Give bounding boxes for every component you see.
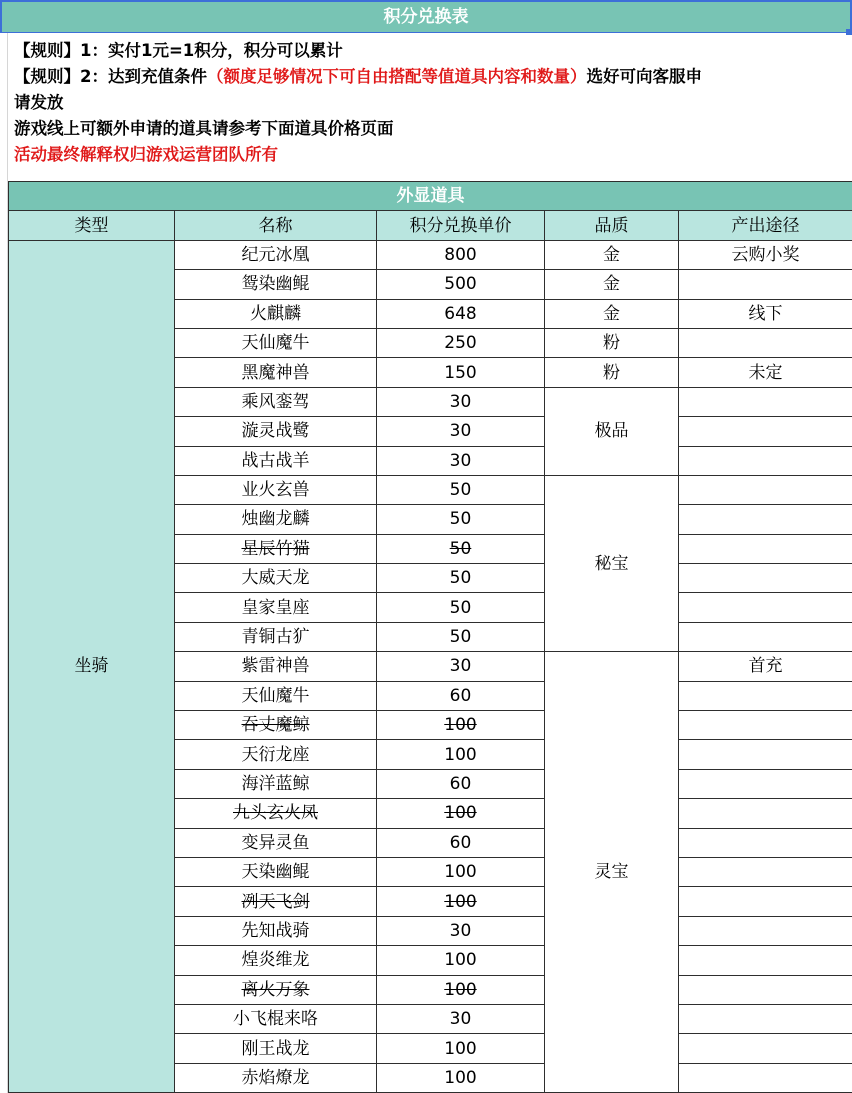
- source-cell[interactable]: [679, 446, 852, 475]
- item-name-cell[interactable]: 离火万象: [175, 975, 377, 1004]
- source-cell[interactable]: [679, 975, 852, 1004]
- rule-text: 【规则】1：实付1元=1积分，积分可以累计: [14, 41, 343, 60]
- column-header[interactable]: 类型: [9, 211, 175, 240]
- item-price-cell[interactable]: 50: [377, 534, 545, 563]
- quality-cell[interactable]: 灵宝: [545, 652, 679, 1093]
- item-price-cell[interactable]: 50: [377, 505, 545, 534]
- source-cell[interactable]: [679, 857, 852, 886]
- table-row: [9, 240, 852, 269]
- quality-cell[interactable]: 粉: [545, 328, 679, 357]
- source-cell[interactable]: [679, 1034, 852, 1063]
- item-name-cell[interactable]: 皇家皇座: [175, 593, 377, 622]
- column-header[interactable]: 品质: [545, 211, 679, 240]
- item-price-cell[interactable]: 30: [377, 387, 545, 416]
- item-name-cell[interactable]: 天仙魔牛: [175, 328, 377, 357]
- item-name-cell[interactable]: 青铜古犷: [175, 622, 377, 651]
- category-cell[interactable]: 坐骑: [9, 240, 175, 1092]
- item-name-cell[interactable]: 先知战骑: [175, 916, 377, 945]
- item-name-cell[interactable]: 烛幽龙麟: [175, 505, 377, 534]
- item-name-cell[interactable]: 吞丈魔鲸: [175, 711, 377, 740]
- item-price-cell[interactable]: 100: [377, 1034, 545, 1063]
- item-price-cell[interactable]: 30: [377, 446, 545, 475]
- source-cell[interactable]: [679, 1063, 852, 1092]
- item-name-cell[interactable]: 鸳染幽鲲: [175, 270, 377, 299]
- item-price-cell[interactable]: 800: [377, 240, 545, 269]
- source-cell[interactable]: 云购小奖: [679, 240, 852, 269]
- item-price-cell[interactable]: 250: [377, 328, 545, 357]
- quality-cell[interactable]: 金: [545, 270, 679, 299]
- quality-cell[interactable]: 粉: [545, 358, 679, 387]
- source-cell[interactable]: [679, 828, 852, 857]
- item-price-cell[interactable]: 60: [377, 828, 545, 857]
- source-cell[interactable]: [679, 887, 852, 916]
- rule-highlight-text: 活动最终解释权归游戏运营团队所有: [14, 145, 278, 164]
- quality-cell[interactable]: 金: [545, 240, 679, 269]
- item-price-cell[interactable]: 100: [377, 887, 545, 916]
- source-cell[interactable]: [679, 534, 852, 563]
- item-price-cell[interactable]: 150: [377, 358, 545, 387]
- source-cell[interactable]: [679, 946, 852, 975]
- item-price-cell[interactable]: 30: [377, 1004, 545, 1033]
- item-name-cell[interactable]: 天染幽鲲: [175, 857, 377, 886]
- source-cell[interactable]: 未定: [679, 358, 852, 387]
- rules-block: [14, 38, 850, 168]
- item-price-cell[interactable]: 30: [377, 916, 545, 945]
- item-price-cell[interactable]: 100: [377, 975, 545, 1004]
- source-cell[interactable]: [679, 475, 852, 504]
- source-cell[interactable]: [679, 1004, 852, 1033]
- item-price-cell[interactable]: 100: [377, 799, 545, 828]
- item-price-cell[interactable]: 100: [377, 857, 545, 886]
- quality-cell[interactable]: 金: [545, 299, 679, 328]
- rule-text: 选好可向客服申: [586, 67, 702, 86]
- item-name-cell[interactable]: 大威天龙: [175, 564, 377, 593]
- item-price-cell[interactable]: 50: [377, 593, 545, 622]
- source-cell[interactable]: [679, 740, 852, 769]
- item-price-cell[interactable]: 60: [377, 681, 545, 710]
- item-name-cell[interactable]: 纪元冰凰: [175, 240, 377, 269]
- item-price-cell[interactable]: 60: [377, 769, 545, 798]
- quality-cell[interactable]: 秘宝: [545, 475, 679, 651]
- item-name-cell[interactable]: 战古战羊: [175, 446, 377, 475]
- rule-line: [14, 142, 850, 168]
- item-price-cell[interactable]: 50: [377, 475, 545, 504]
- item-name-cell[interactable]: 星辰竹猫: [175, 534, 377, 563]
- source-cell[interactable]: [679, 270, 852, 299]
- source-cell[interactable]: [679, 593, 852, 622]
- source-cell[interactable]: [679, 799, 852, 828]
- source-cell[interactable]: [679, 711, 852, 740]
- source-cell[interactable]: 线下: [679, 299, 852, 328]
- item-name-cell[interactable]: 九头玄火凤: [175, 799, 377, 828]
- source-cell[interactable]: [679, 681, 852, 710]
- item-name-cell[interactable]: 海洋蓝鲸: [175, 769, 377, 798]
- item-price-cell[interactable]: 100: [377, 711, 545, 740]
- rule-line: [14, 116, 850, 142]
- item-name-cell[interactable]: 漩灵战鹭: [175, 417, 377, 446]
- exchange-table: [8, 181, 852, 1093]
- item-price-cell[interactable]: 50: [377, 622, 545, 651]
- item-price-cell[interactable]: 30: [377, 652, 545, 681]
- item-price-cell[interactable]: 100: [377, 946, 545, 975]
- section-row: [9, 182, 852, 211]
- source-cell[interactable]: [679, 417, 852, 446]
- rule-line: [14, 90, 850, 116]
- rule-line: [14, 38, 850, 64]
- column-header[interactable]: 产出途径: [679, 211, 852, 240]
- item-name-cell[interactable]: 业火玄兽: [175, 475, 377, 504]
- item-name-cell[interactable]: 天衍龙座: [175, 740, 377, 769]
- column-header[interactable]: 名称: [175, 211, 377, 240]
- item-name-cell[interactable]: 煌炎维龙: [175, 946, 377, 975]
- source-cell[interactable]: [679, 622, 852, 651]
- item-name-cell[interactable]: 赤焰燎龙: [175, 1063, 377, 1092]
- rule-text: 请发放: [14, 93, 64, 112]
- header-row: [9, 211, 852, 240]
- rule-line: [14, 64, 850, 90]
- item-name-cell[interactable]: 乘风銮驾: [175, 387, 377, 416]
- sheet-title-cell[interactable]: [0, 0, 852, 33]
- item-name-cell[interactable]: 小飞棍来咯: [175, 1004, 377, 1033]
- rule-text: 游戏线上可额外申请的道具请参考下面道具价格页面: [14, 119, 394, 138]
- item-price-cell[interactable]: 100: [377, 740, 545, 769]
- source-cell[interactable]: [679, 916, 852, 945]
- source-cell[interactable]: [679, 769, 852, 798]
- rule-text: 【规则】2：达到充值条件: [14, 67, 207, 86]
- source-cell[interactable]: [679, 564, 852, 593]
- item-price-cell[interactable]: 500: [377, 270, 545, 299]
- rule-highlight-text: （额度足够情况下可自由搭配等值道具内容和数量）: [206, 67, 587, 86]
- sheet-title: 积分兑换表: [383, 7, 469, 27]
- selection-fill-handle[interactable]: [846, 29, 852, 35]
- section-title-cell[interactable]: 外显道具: [9, 182, 852, 211]
- source-cell[interactable]: 首充: [679, 652, 852, 681]
- column-header[interactable]: 积分兑换单价: [377, 211, 545, 240]
- item-name-cell[interactable]: 火麒麟: [175, 299, 377, 328]
- item-name-cell[interactable]: 黑魔神兽: [175, 358, 377, 387]
- item-price-cell[interactable]: 50: [377, 564, 545, 593]
- source-cell[interactable]: [679, 328, 852, 357]
- item-name-cell[interactable]: 天仙魔牛: [175, 681, 377, 710]
- item-price-cell[interactable]: 648: [377, 299, 545, 328]
- item-name-cell[interactable]: 变异灵鱼: [175, 828, 377, 857]
- quality-cell[interactable]: 极品: [545, 387, 679, 475]
- source-cell[interactable]: [679, 505, 852, 534]
- item-price-cell[interactable]: 100: [377, 1063, 545, 1092]
- item-name-cell[interactable]: 紫雷神兽: [175, 652, 377, 681]
- item-price-cell[interactable]: 30: [377, 417, 545, 446]
- source-cell[interactable]: [679, 387, 852, 416]
- item-name-cell[interactable]: 冽天飞剑: [175, 887, 377, 916]
- item-name-cell[interactable]: 刚王战龙: [175, 1034, 377, 1063]
